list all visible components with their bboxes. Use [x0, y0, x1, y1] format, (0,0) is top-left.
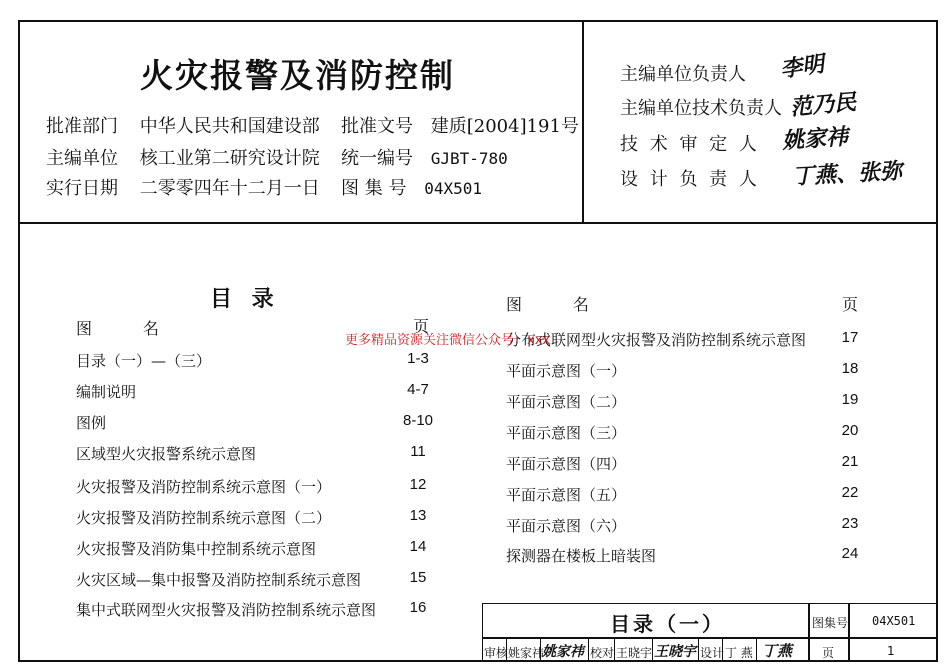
responsible-role-3: 技 术 审 定 人 — [620, 134, 760, 155]
toc-item-right-8 — [506, 545, 656, 566]
toc-item-name: 分布式联网型火灾报警及消防控制系统示意图 — [506, 331, 807, 349]
toc-item-left-8 — [76, 569, 361, 590]
toc-item-page: 11 — [410, 443, 426, 460]
toc-item-left-7 — [76, 538, 316, 559]
atlas-title: 火灾报警及消防控制 — [140, 56, 455, 95]
toc-item-name: 区域型火灾报警系统示意图 — [76, 445, 257, 463]
toc-item-name: 火灾报警及消防控制系统示意图（一） — [76, 478, 332, 496]
meta-row-unified-no — [341, 144, 508, 170]
header-vertical-divider — [582, 20, 584, 223]
toc-item-name: 集中式联网型火灾报警及消防控制系统示意图 — [76, 601, 377, 619]
toc-item-page: 4-7 — [407, 381, 429, 398]
toc-item-left-9 — [76, 599, 376, 620]
responsible-role-4: 设 计 负 责 人 — [620, 169, 760, 190]
meta-key: 主编单位 — [46, 148, 118, 169]
meta-key: 统一编号 — [341, 148, 413, 169]
toc-item-page: 1-3 — [407, 350, 429, 367]
meta-key: 实行日期 — [46, 178, 118, 199]
toc-item-left-5 — [76, 476, 331, 497]
toc-item-name: 平面示意图（三） — [506, 424, 627, 442]
responsible-role-1: 主编单位负责人 — [620, 64, 746, 85]
toc-item-page: 17 — [841, 329, 859, 346]
toc-item-left-2 — [76, 381, 136, 402]
toc-item-name: 火灾报警及消防集中控制系统示意图 — [76, 540, 317, 558]
toc-item-page: 21 — [841, 453, 859, 470]
toc-item-name: 平面示意图（六） — [506, 517, 627, 535]
meta-row-atlas-no — [341, 174, 482, 200]
design-label: 设计 — [700, 646, 725, 660]
cell-divider — [652, 637, 653, 662]
toc-item-left-1 — [76, 350, 211, 371]
toc-item-right-5 — [506, 453, 626, 474]
meta-value: 中华人民共和国建设部 — [139, 116, 320, 137]
toc-item-name: 探测器在楼板上暗装图 — [506, 547, 657, 565]
cell-divider — [614, 637, 615, 662]
toc-item-page: 13 — [409, 507, 427, 524]
watermark-text: 更多精品资源关注微信公众号：xxx — [345, 333, 551, 348]
meta-row-date — [46, 174, 320, 200]
toc-item-name: 目录（一）—（三） — [76, 352, 212, 370]
check-signature: 王晓宇 — [654, 644, 696, 660]
page-value: 1 — [887, 644, 895, 658]
responsible-role-2: 主编单位技术负责人 — [620, 98, 782, 119]
toc-item-left-6 — [76, 507, 331, 528]
toc-item-name: 平面示意图（二） — [506, 393, 627, 411]
check-label: 校对 — [590, 646, 615, 660]
toc-item-name: 编制说明 — [76, 383, 137, 401]
review-label: 审核 — [484, 646, 509, 660]
toc-item-right-7 — [506, 515, 626, 536]
meta-key: 批准部门 — [46, 116, 118, 137]
toc-col-page-left: 页 — [413, 317, 430, 336]
toc-item-name: 平面示意图（四） — [506, 455, 627, 473]
toc-col-name-left: 图 名 — [76, 319, 159, 338]
toc-item-name: 火灾报警及消防控制系统示意图（二） — [76, 509, 332, 527]
atlas-number-value: 04X501 — [872, 614, 916, 628]
toc-col-name-right: 图 名 — [506, 295, 589, 314]
signature-3: 姚家祎 — [781, 123, 849, 155]
title-block-row-divider — [482, 637, 938, 639]
toc-item-right-3 — [506, 391, 626, 412]
cell-divider — [698, 637, 699, 662]
toc-item-page: 8-10 — [402, 412, 434, 429]
toc-col-page-right: 页 — [842, 295, 859, 314]
cell-divider — [588, 637, 589, 662]
toc-item-name: 图例 — [76, 414, 107, 432]
cell-divider — [756, 637, 757, 662]
meta-value: 核工业第二研究设计院 — [139, 148, 320, 169]
meta-value: 建质[2004]191号 — [430, 116, 579, 137]
meta-key: 批准文号 — [341, 116, 413, 137]
title-block-col-divider — [808, 603, 810, 662]
meta-row-editor — [46, 144, 320, 170]
toc-item-page: 23 — [841, 515, 859, 532]
design-signature: 丁燕 — [762, 642, 793, 660]
meta-value: GJBT-780 — [430, 149, 508, 168]
toc-item-page: 18 — [841, 360, 859, 377]
toc-item-name: 平面示意图（一） — [506, 362, 627, 380]
meta-value: 二零零四年十二月一日 — [139, 178, 320, 199]
toc-item-page: 16 — [409, 599, 427, 616]
atlas-number-label: 图集号 — [812, 616, 849, 630]
toc-item-page: 14 — [409, 538, 427, 555]
toc-item-page: 15 — [409, 569, 427, 586]
toc-item-right-2 — [506, 360, 626, 381]
toc-item-page: 19 — [841, 391, 859, 408]
toc-item-page: 22 — [841, 484, 859, 501]
toc-item-left-4 — [76, 443, 256, 464]
sheet-title: 目录（一） — [610, 612, 725, 636]
signature-2: 范乃民 — [789, 89, 858, 121]
page-label: 页 — [822, 646, 835, 660]
toc-item-right-1 — [506, 329, 806, 350]
title-block-col-divider — [848, 603, 850, 662]
toc-item-name: 火灾区域—集中报警及消防控制系统示意图 — [76, 571, 362, 589]
meta-value: 04X501 — [424, 179, 482, 198]
toc-item-page: 20 — [841, 422, 859, 439]
meta-row-approval — [46, 112, 320, 138]
design-name: 丁 燕 — [725, 646, 753, 660]
toc-item-right-4 — [506, 422, 626, 443]
toc-item-left-3 — [76, 412, 106, 433]
toc-item-page: 12 — [409, 476, 427, 493]
header-divider — [18, 222, 938, 224]
toc-item-name: 平面示意图（五） — [506, 486, 627, 504]
meta-row-approval-no — [341, 112, 579, 138]
toc-item-page: 24 — [841, 545, 859, 562]
review-name: 姚家祎 — [508, 646, 545, 660]
signature-1: 李明 — [778, 51, 826, 83]
check-name: 王晓宇 — [616, 646, 653, 660]
review-signature: 姚家祎 — [542, 644, 584, 660]
signature-4: 丁燕、张弥 — [791, 158, 903, 190]
toc-heading: 目 录 — [210, 286, 280, 312]
toc-item-right-6 — [506, 484, 626, 505]
meta-key: 图 集 号 — [341, 178, 407, 199]
